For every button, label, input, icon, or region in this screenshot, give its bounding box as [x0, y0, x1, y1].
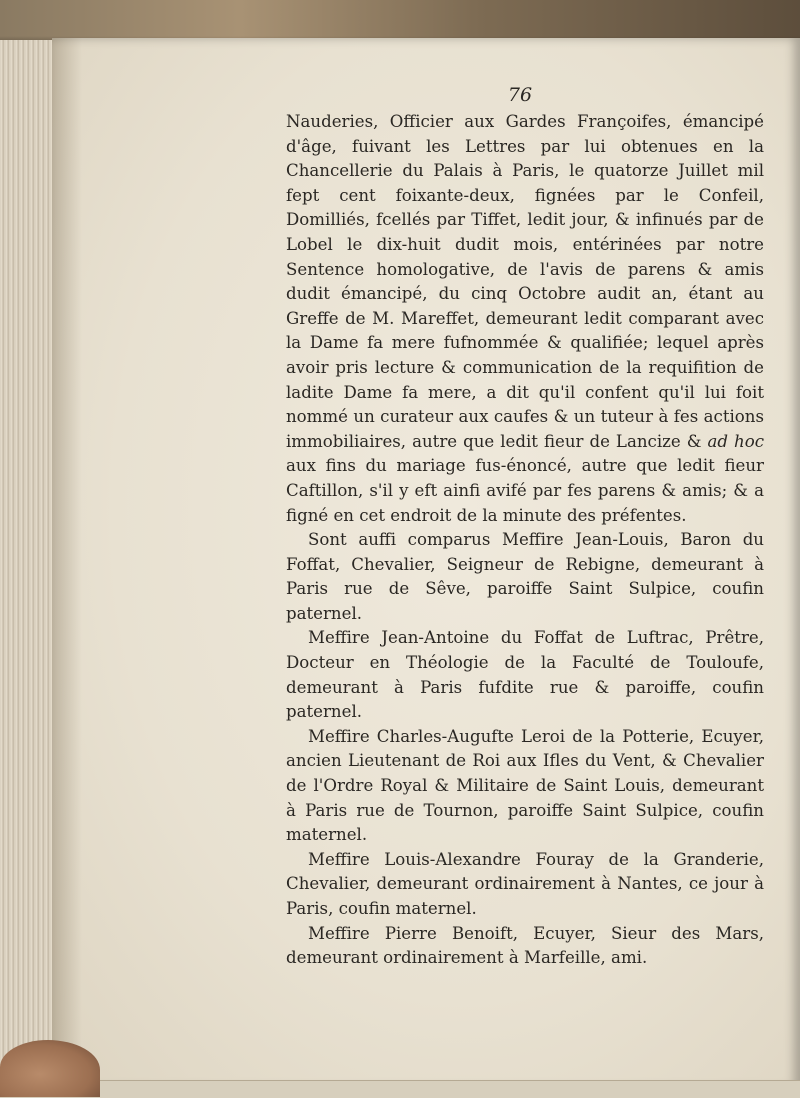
paragraph-4: Meffire Charles-Augufte Leroi de la Potterie, Ecuyer, ancien Lieutenant de Roi aux Ifles du Vent, & Chevalier de l'Ordre Royal & Militaire de Saint Louis, demeurant à Paris rue de Tournon, paroiffe Saint Sulpice, coufin maternel.	[286, 726, 764, 845]
paragraph-6: Meffire Pierre Benoift, Ecuyer, Sieur des Mars, demeurant ordinairement à Marfeille, ami.	[286, 923, 764, 968]
page-stack-edges	[0, 40, 59, 1090]
facing-page-strip	[0, 1080, 800, 1098]
paragraph-5: Meffire Louis-Alexandre Fouray de la Granderie, Chevalier, demeurant ordinairement à Nantes, ce jour à Paris, coufin maternel.	[286, 849, 764, 918]
paragraph-2: Sont auffi comparus Meffire Jean-Louis, Baron du Foffat, Chevalier, Seigneur de Rebigne, demeurant à Paris rue de Sêve, paroiffe Saint Sulpice, coufin paternel.	[286, 530, 764, 623]
paragraph-1-text: Nauderies, Officier aux Gardes Françoifes, émancipé d'âge, fuivant les Lettres par lui obtenues en la Chancellerie du Palais à Paris, le quatorze Juillet mil fept cent foixante-deux, fignées par le Confeil, Domilliés, fcellés par Tiffet, ledit jour, & infinués par de Lobel le dix-huit dudit mois, entérinées par notre Sentence homologative, de l'avis de parens & amis dudit émancipé, du cinq Octobre audit an, étant au Greffe de M. Mareffet, demeurant ledit comparant avec la Dame fa mere fufnommée & qualifiée; lequel après avoir pris lecture & communication de la requifition de ladite Dame fa mere, a dit qu'il confent qu'il lui foit nommé un curateur aux caufes & un tuteur à fes actions immobiliaires, autre que ledit fieur de Lancize &	[286, 112, 764, 451]
paragraph-3: Meffire Jean-Antoine du Foffat de Luftrac, Prêtre, Docteur en Théologie de la Faculté de Touloufe, demeurant à Paris fufdite rue & paroiffe, coufin paternel.	[286, 628, 764, 722]
paragraph-1	[286, 110, 764, 528]
body-text	[286, 110, 764, 971]
page-number: 76	[507, 84, 533, 106]
thumb-holding-page	[0, 1040, 100, 1097]
paragraph-1-after: aux fins du mariage fus-énoncé, autre que ledit fieur Caftillon, s'il y eft ainfi avifé par fes parens & amis; & a figné en cet endroit de la minute des préfentes.	[286, 456, 764, 525]
paragraph-1-italic: ad hoc	[707, 431, 764, 451]
